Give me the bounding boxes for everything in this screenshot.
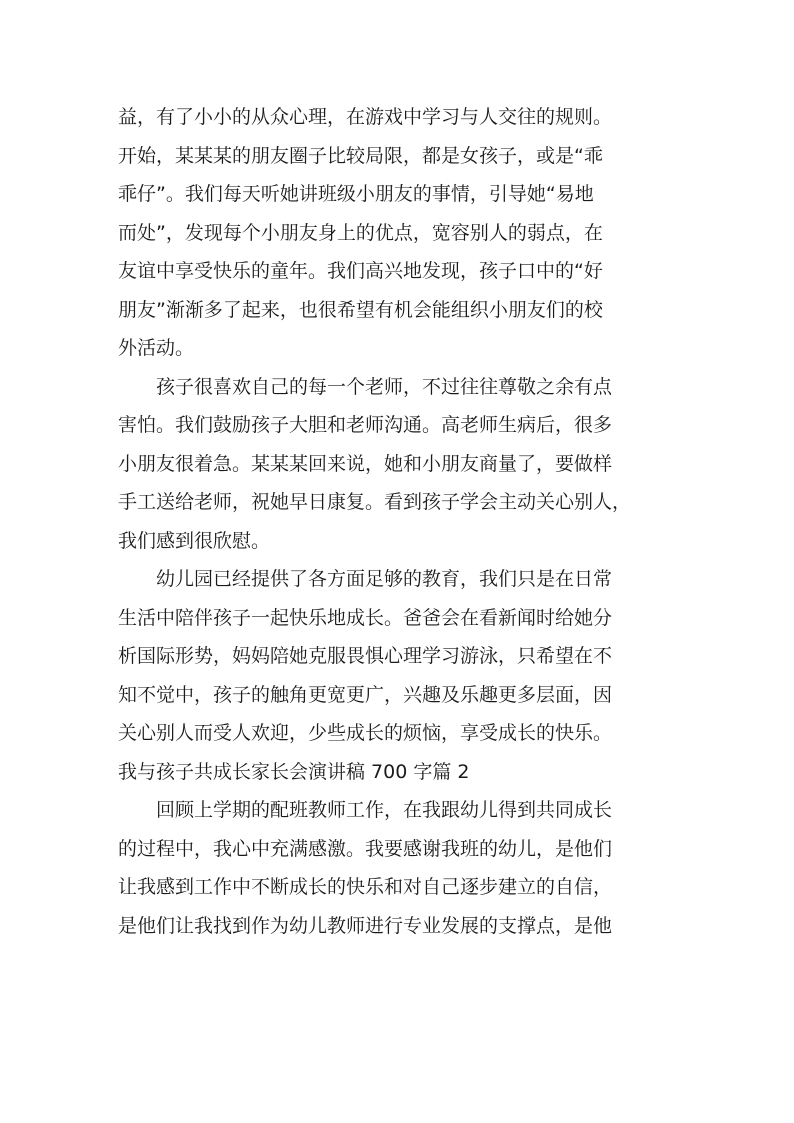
text-line: 乖仔”。我们每天听她讲班级小朋友的事情，引导她“易地 xyxy=(118,183,594,205)
text-line: 益，有了小小的从众心理，在游戏中学习与人交往的规则。 xyxy=(118,106,613,128)
text-line: 知不觉中，孩子的触角更宽更广，兴趣及乐趣更多层面，因 xyxy=(118,683,613,706)
text-line: 手工送给老师，祝她早日康复。看到孩子学会主动关心别人， xyxy=(118,491,632,513)
text-line: 我们感到很欣慰。 xyxy=(118,529,271,552)
body-text xyxy=(118,98,684,945)
text-line: 朋友”渐渐多了起来，也很希望有机会能组织小朋友们的校 xyxy=(118,298,603,321)
text-line: 而处”，发现每个小朋友身上的优点，宽容别人的弱点，在 xyxy=(118,221,603,244)
text-line: 析国际形势，妈妈陪她克服畏惧心理学习游泳，只希望在不 xyxy=(118,645,613,667)
text-line: 生活中陪伴孩子一起快乐地成长。爸爸会在看新闻时给她分 xyxy=(118,606,613,629)
text-line: 的过程中，我心中充满感激。我要感谢我班的幼儿，是他们 xyxy=(118,837,613,860)
text-line: 外活动。 xyxy=(118,337,195,359)
section-heading: 我与孩子共成长家长会演讲稿 700 字篇 2 xyxy=(118,760,470,783)
paragraph-first-line: 孩子很喜欢自己的每一个老师，不过往往尊敬之余有点 xyxy=(156,375,613,398)
text-line: 让我感到工作中不断成长的快乐和对自己逐步建立的自信， xyxy=(118,876,613,898)
text-line: 是他们让我找到作为幼儿教师进行专业发展的支撑点，是他 xyxy=(118,914,613,937)
text-line: 害怕。我们鼓励孩子大胆和老师沟通。高老师生病后，很多 xyxy=(118,414,613,436)
text-line: 小朋友很着急。某某某回来说，她和小朋友商量了，要做样 xyxy=(118,452,613,475)
text-line: 开始，某某某的朋友圈子比较局限，都是女孩子，或是“乖 xyxy=(118,144,603,167)
text-line: 关心别人而受人欢迎，少些成长的烦恼，享受成长的快乐。 xyxy=(118,722,613,744)
paragraph-first-line: 幼儿园已经提供了各方面足够的教育，我们只是在日常 xyxy=(156,568,613,590)
text-line: 友谊中享受快乐的童年。我们高兴地发现，孩子口中的“好 xyxy=(118,260,603,282)
paragraph-first-line: 回顾上学期的配班教师工作，在我跟幼儿得到共同成长 xyxy=(156,799,613,821)
